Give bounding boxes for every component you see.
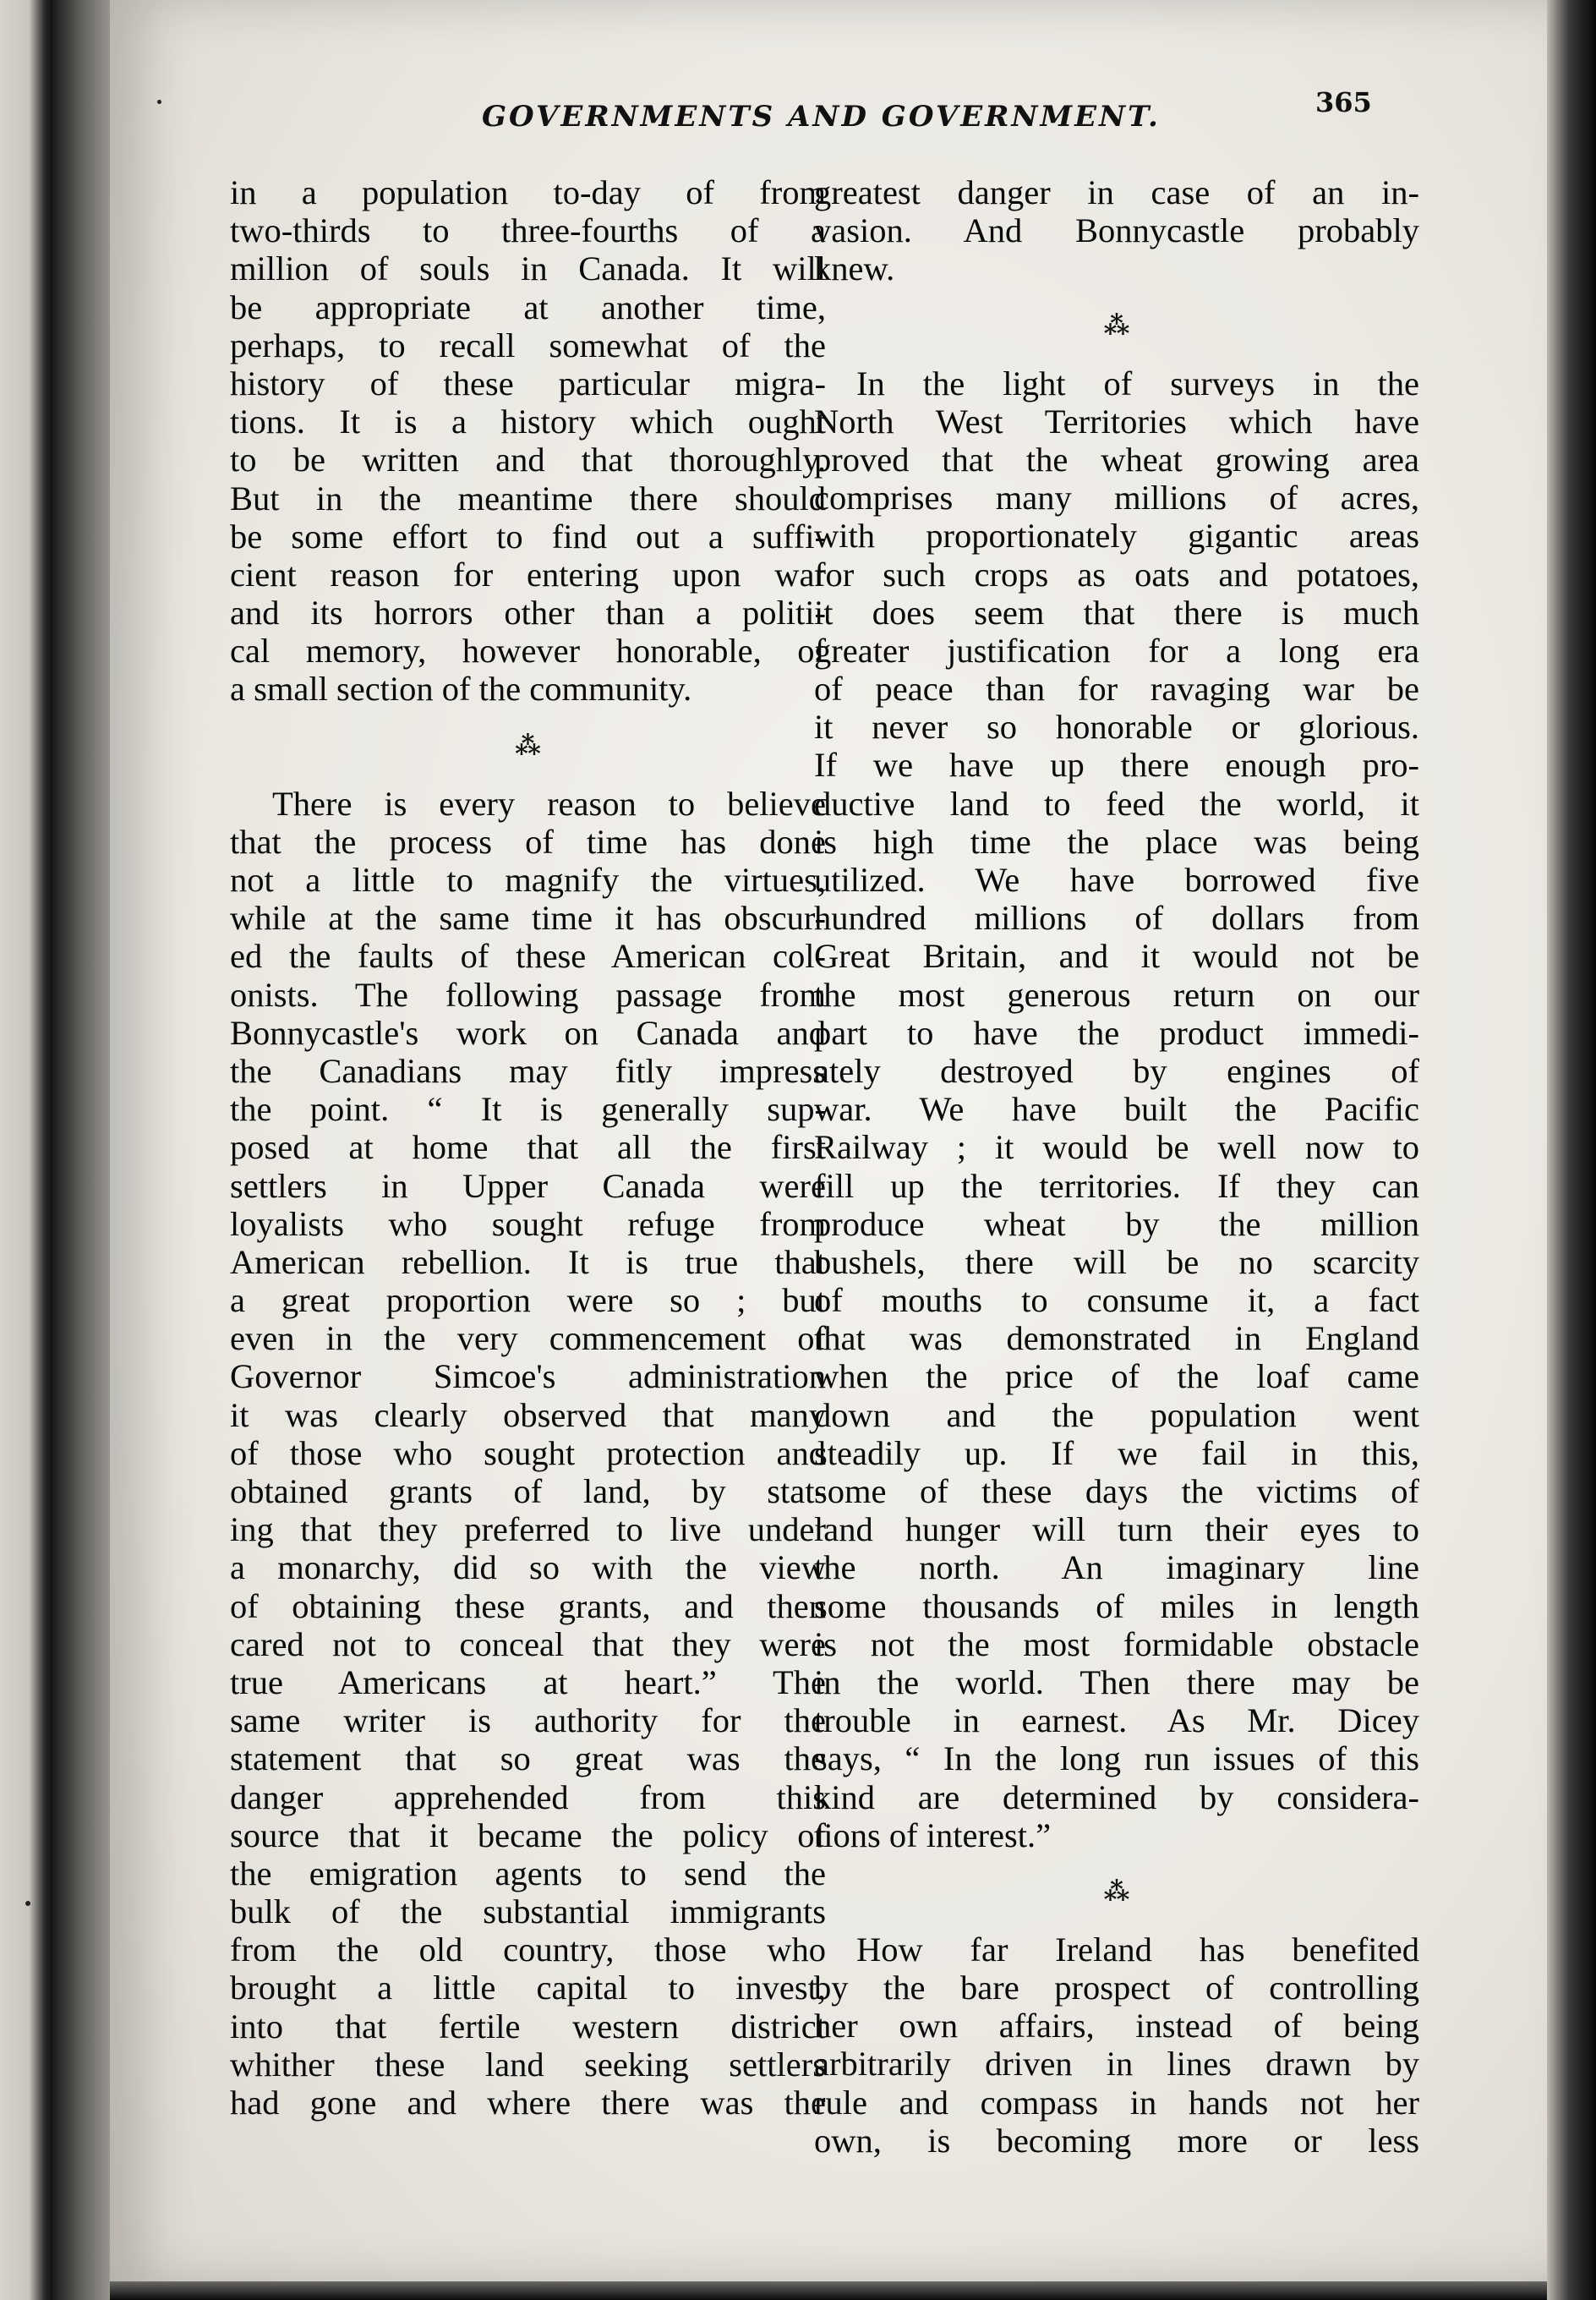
text-line: into that fertile western district — [230, 2007, 826, 2045]
text-line: two-thirds to three-fourths of a — [230, 211, 826, 250]
text-line: had gone and where there was the — [230, 2084, 826, 2122]
text-line: steadily up. If we fail in this, — [814, 1433, 1419, 1472]
text-line: tions of interest.” — [814, 1815, 1052, 1854]
right-column — [814, 173, 1419, 2160]
text-line: whither these land seeking settlers — [230, 2045, 826, 2084]
text-line: of obtaining these grants, and then — [230, 1586, 826, 1625]
text-line: onists. The following passage from — [230, 975, 826, 1014]
text-line: be some effort to find out a suffi- — [230, 517, 826, 556]
text-line: settlers in Upper Canada were — [230, 1166, 826, 1205]
text-line: proved that the wheat growing area — [814, 440, 1419, 479]
text-line: the point. “ It is generally sup- — [230, 1090, 826, 1129]
text-line: ed the faults of these American col- — [230, 937, 826, 976]
text-line: Great Britain, and it would not be — [814, 937, 1419, 976]
text-line: her own affairs, instead of being — [814, 2007, 1419, 2045]
right-page-edge — [1547, 0, 1596, 2300]
text-line: in a population to-day of from — [230, 173, 826, 211]
text-line: it does seem that there is much — [814, 593, 1419, 632]
text-line: some thousands of miles in length — [814, 1586, 1419, 1625]
text-line: posed at home that all the first — [230, 1128, 826, 1167]
text-line: If we have up there enough pro- — [814, 746, 1419, 785]
text-line: vasion. And Bonnycastle probably — [814, 211, 1419, 250]
text-line: history of these particular migra- — [230, 364, 826, 402]
text-line: war. We have built the Pacific — [814, 1090, 1419, 1129]
text-line: arbitrarily driven in lines drawn by — [814, 2045, 1419, 2084]
text-line: trouble in earnest. As Mr. Dicey — [814, 1701, 1419, 1740]
text-line: it never so honorable or glorious. — [814, 708, 1419, 747]
text-line: Bonnycastle's work on Canada and — [230, 1013, 826, 1052]
text-line: part to have the product immedi- — [814, 1013, 1419, 1052]
text-line: a great proportion were so ; but — [230, 1281, 826, 1320]
text-line: danger apprehended from this — [230, 1777, 826, 1816]
text-line: hundred millions of dollars from — [814, 899, 1419, 938]
running-title: GOVERNMENTS AND GOVERNMENT. — [482, 100, 1161, 134]
text-line: But in the meantime there should — [230, 479, 826, 518]
text-line: be appropriate at another time, — [230, 288, 826, 326]
text-line: own, is becoming more or less — [814, 2121, 1419, 2160]
text-line: the most generous return on our — [814, 975, 1419, 1014]
text-line: statement that so great was the — [230, 1739, 826, 1778]
text-line: by the bare prospect of controlling — [814, 1969, 1419, 2007]
text-line: a monarchy, did so with the view — [230, 1548, 826, 1587]
text-line: brought a little capital to invest, — [230, 1969, 826, 2007]
text-line: the emigration agents to send the — [230, 1854, 826, 1892]
text-line: bulk of the substantial immigrants — [230, 1892, 826, 1931]
text-line: of peace than for ravaging war be — [814, 670, 1419, 709]
text-line: kind are determined by considera- — [814, 1777, 1419, 1816]
text-line: perhaps, to recall somewhat of the — [230, 326, 826, 364]
text-line: produce wheat by the million — [814, 1204, 1419, 1243]
text-line: utilized. We have borrowed five — [814, 861, 1419, 899]
text-line: bushels, there will be no scarcity — [814, 1242, 1419, 1281]
text-line: to be written and that thoroughly. — [230, 441, 826, 479]
text-line: down and the population went — [814, 1395, 1419, 1434]
text-line: even in the very commencement of — [230, 1319, 826, 1358]
text-line: some of these days the victims of — [814, 1472, 1419, 1510]
text-line: Railway ; it would be well now to — [814, 1128, 1419, 1167]
text-line: for such crops as oats and potatoes, — [814, 555, 1419, 594]
text-line: same writer is authority for the — [230, 1701, 826, 1740]
left-column — [230, 173, 826, 2122]
text-line: while at the same time it has obscur- — [230, 899, 826, 938]
page-number: 365 — [1315, 86, 1372, 118]
text-line: when the price of the loaf came — [814, 1357, 1419, 1396]
text-line: the Canadians may fitly impress — [230, 1051, 826, 1090]
bottom-page-edge — [110, 2281, 1547, 2300]
text-line: the north. An imaginary line — [814, 1548, 1419, 1587]
text-line: million of souls in Canada. It will — [230, 249, 826, 288]
margin-speck — [25, 1901, 30, 1906]
previous-page-edge — [0, 0, 52, 2300]
text-line: tions. It is a history which ought — [230, 402, 826, 441]
text-line: cient reason for entering upon war — [230, 555, 826, 594]
text-line: comprises many millions of acres, — [814, 479, 1419, 518]
text-line: American rebellion. It is true that — [230, 1242, 826, 1281]
text-line: ductive land to feed the world, it — [814, 784, 1419, 823]
text-line: source that it became the policy of — [230, 1815, 826, 1854]
text-line: a small section of the community. — [230, 670, 692, 709]
text-line: is high time the place was being — [814, 822, 1419, 861]
text-line: in the world. Then there may be — [814, 1662, 1419, 1701]
text-line: Governor Simcoe's administration — [230, 1357, 826, 1396]
text-line: greatest danger in case of an in- — [814, 173, 1419, 211]
text-line: with proportionately gigantic areas — [814, 517, 1419, 556]
text-line: rule and compass in hands not her — [814, 2083, 1419, 2122]
section-break-asterism: ⁂ — [1103, 1876, 1130, 1907]
text-line: cared not to conceal that they were — [230, 1624, 826, 1663]
text-line: and its horrors other than a politi- — [230, 594, 826, 632]
text-line: greater justification for a long era — [814, 631, 1419, 670]
text-line: knew. — [814, 249, 895, 288]
text-line: ately destroyed by engines of — [814, 1051, 1419, 1090]
section-break-asterism: ⁂ — [1103, 310, 1130, 341]
text-line: In the light of surveys in the — [856, 364, 1419, 402]
text-line: of those who sought protection and — [230, 1433, 826, 1472]
text-line: not a little to magnify the virtues, — [230, 861, 826, 899]
text-line: true Americans at heart.” The — [230, 1662, 826, 1701]
text-line: that was demonstrated in England — [814, 1319, 1419, 1358]
text-line: is not the most formidable obstacle — [814, 1624, 1419, 1663]
text-line: cal memory, however honorable, of — [230, 632, 826, 671]
text-line: from the old country, those who — [230, 1930, 826, 1969]
text-line: says, “ In the long run issues of this — [814, 1739, 1419, 1778]
text-line: loyalists who sought refuge from — [230, 1204, 826, 1243]
section-break-asterism: ⁂ — [515, 731, 541, 761]
text-line: of mouths to consume it, a fact — [814, 1281, 1419, 1320]
text-line: it was clearly observed that many — [230, 1395, 826, 1434]
text-line: obtained grants of land, by stat- — [230, 1472, 826, 1510]
text-line: land hunger will turn their eyes to — [814, 1510, 1419, 1549]
text-line: How far Ireland has benefited — [856, 1930, 1419, 1969]
text-line: There is every reason to believe — [272, 784, 826, 823]
margin-speck — [157, 100, 161, 104]
text-line: ing that they preferred to live under — [230, 1510, 826, 1549]
text-line: North West Territories which have — [814, 402, 1419, 441]
text-line: fill up the territories. If they can — [814, 1166, 1419, 1205]
text-line: that the process of time has done — [230, 822, 826, 861]
